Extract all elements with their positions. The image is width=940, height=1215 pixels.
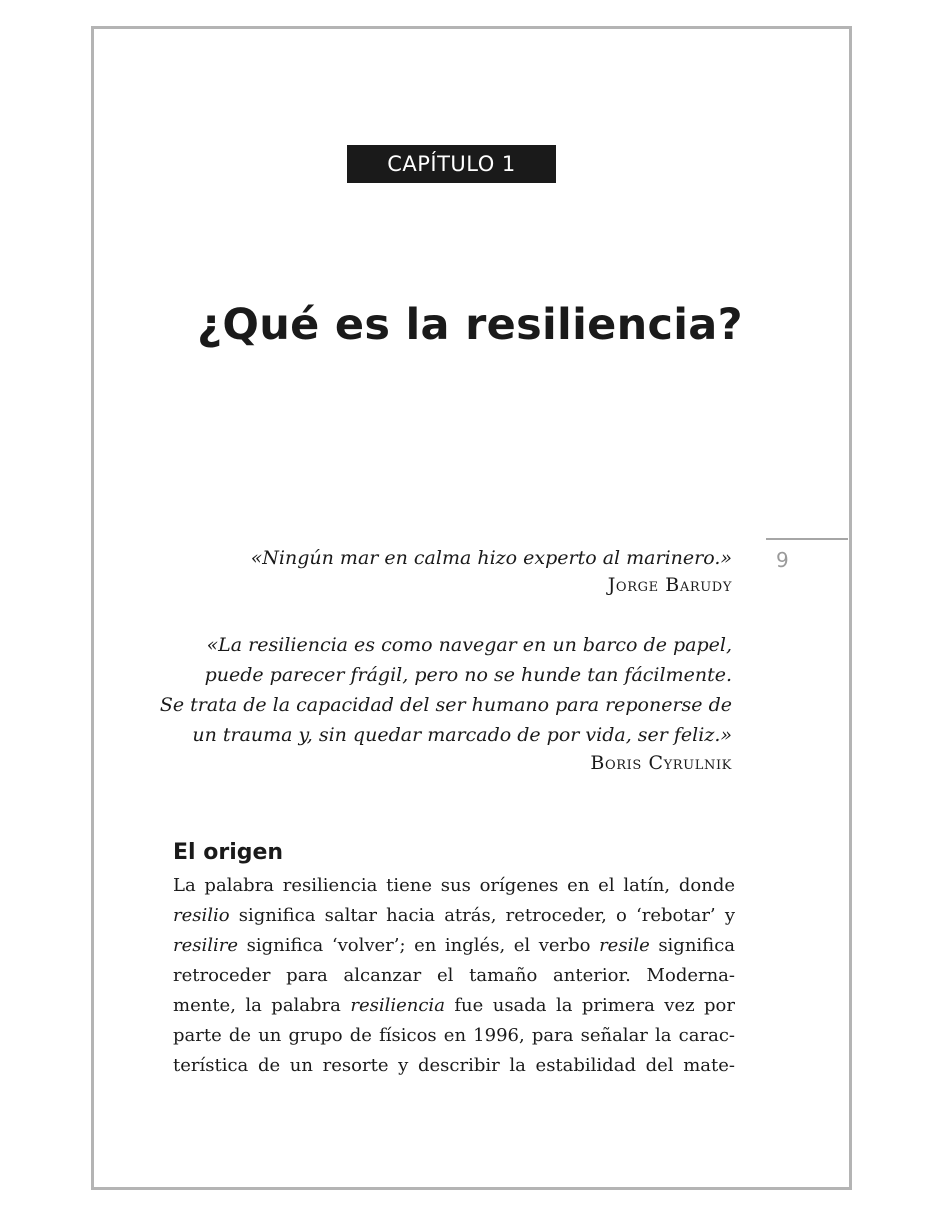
chapter-badge: [347, 145, 556, 183]
body-text-segment: parte de un grupo de físicos en 1996, para señalar la carac-: [173, 1025, 735, 1046]
italic-term: resilire: [173, 935, 239, 956]
body-line: [173, 931, 735, 961]
quote-line: «Ningún mar en calma hizo experto al marinero.»: [250, 547, 732, 569]
page-number-rule: [766, 538, 848, 540]
epigraph-author-2: Boris Cyrulnik: [590, 752, 732, 774]
body-text-segment: La palabra resiliencia tiene sus orígenes en el latín, donde: [173, 875, 735, 896]
body-line: [173, 871, 735, 901]
body-line: [173, 901, 735, 931]
epigraph-quote-1: [251, 543, 732, 573]
body-line: [173, 991, 735, 1021]
italic-term: resilio: [173, 905, 230, 926]
quote-line: puede parecer frágil, pero no se hunde tan fácilmente.: [204, 664, 732, 686]
body-line: [173, 1051, 735, 1081]
body-text-segment: significa ‘volver’; en inglés, el verbo: [238, 935, 600, 956]
italic-term: resiliencia: [350, 995, 445, 1016]
body-text-segment: significa: [649, 935, 735, 956]
page-number: 9: [776, 548, 789, 572]
body-text-segment: retroceder para alcanzar el tamaño anterior. Moderna-: [173, 965, 735, 986]
chapter-title: ¿Qué es la resiliencia?: [197, 300, 743, 350]
body-line: [173, 961, 735, 991]
body-text-segment: significa saltar hacia atrás, retroceder, o ‘rebotar’ y: [229, 905, 735, 926]
body-paragraph: [173, 871, 735, 1081]
chapter-label: CAPÍTULO 1: [387, 152, 516, 176]
body-text-segment: terística de un resorte y describir la estabilidad del mate-: [173, 1055, 735, 1076]
quote-line: un trauma y, sin quedar marcado de por vida, ser feliz.»: [192, 724, 732, 746]
quote-line: «La resiliencia es como navegar en un barco de papel,: [206, 634, 732, 656]
epigraph-quote-2: [160, 630, 732, 750]
body-text-segment: mente, la palabra: [173, 995, 351, 1016]
body-text-segment: fue usada la primera vez por: [444, 995, 735, 1016]
epigraph-author-1: Jorge Barudy: [607, 574, 732, 596]
section-heading: El origen: [173, 840, 284, 865]
body-line: [173, 1021, 735, 1051]
quote-line: Se trata de la capacidad del ser humano para reponerse de: [159, 694, 732, 716]
italic-term: resile: [599, 935, 650, 956]
